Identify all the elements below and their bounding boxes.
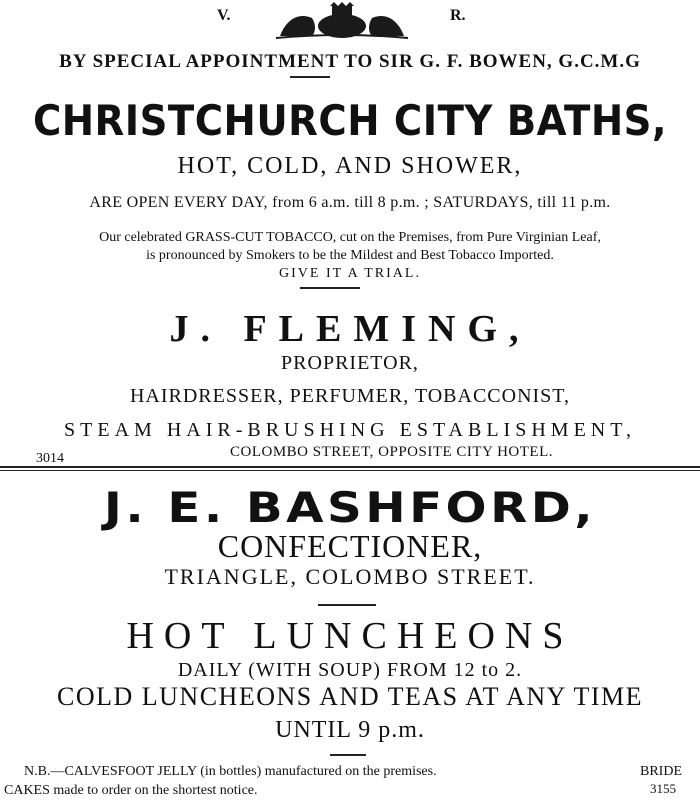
crest-right-letter: R.: [450, 7, 466, 24]
nb-notice-bride: BRIDE: [640, 764, 682, 779]
divider-short: [300, 287, 360, 289]
divider-short: [330, 754, 366, 756]
confectioner-trade: CONFECTIONER,: [217, 528, 483, 564]
give-it-a-trial: GIVE IT A TRIAL.: [279, 266, 421, 281]
royal-crest-icon: [272, 2, 412, 40]
hot-luncheons-headline: HOT LUNCHEONS: [126, 615, 574, 657]
baths-address: COLOMBO STREET, OPPOSITE CITY HOTEL.: [230, 444, 553, 460]
cold-luncheons-line: COLD LUNCHEONS AND TEAS AT ANY TIME: [56, 682, 644, 711]
nb-notice-line-2: CAKES made to order on the shortest notice.: [4, 783, 258, 798]
ad-reference-number-2: 3155: [650, 781, 676, 796]
luncheon-daily-hours: DAILY (WITH SOUP) FROM 12 to 2.: [177, 659, 523, 681]
crest-left-letter: V.: [217, 7, 231, 24]
confectioner-address: TRIANGLE, COLOMBO STREET.: [164, 564, 536, 589]
confectioner-name: J. E. BASHFORD,: [103, 483, 597, 532]
appointment-line: BY SPECIAL APPOINTMENT TO SIR G. F. BOWEN, G.C.M.G: [59, 51, 641, 72]
section-divider-thin: [0, 470, 700, 471]
proprietor-name: J. FLEMING,: [169, 308, 531, 350]
open-until: UNTIL 9 p.m.: [275, 717, 425, 743]
baths-hours: ARE OPEN EVERY DAY, from 6 a.m. till 8 p.m. ; SATURDAYS, till 11 p.m.: [89, 194, 611, 211]
ad-reference-number: 3014: [36, 451, 64, 466]
baths-title: CHRISTCHURCH CITY BATHS,: [32, 96, 668, 145]
proprietor-role: PROPRIETOR,: [281, 352, 419, 374]
tobacco-line-2: is pronounced by Smokers to be the Mildest and Best Tobacco Imported.: [146, 248, 554, 263]
divider-short: [290, 76, 330, 78]
baths-subtitle: HOT, COLD, AND SHOWER,: [177, 153, 523, 179]
tobacco-line-1: Our celebrated GRASS-CUT TOBACCO, cut on the Premises, from Pure Virginian Leaf,: [99, 230, 601, 245]
nb-notice-line-1: N.B.—CALVESFOOT JELLY (in bottles) manufactured on the premises.: [24, 764, 437, 779]
hair-brushing-establishment: STEAM HAIR-BRUSHING ESTABLISHMENT,: [64, 419, 636, 441]
proprietor-trades: HAIRDRESSER, PERFUMER, TOBACCONIST,: [129, 385, 571, 407]
divider-short: [318, 604, 376, 606]
section-divider: [0, 466, 700, 468]
